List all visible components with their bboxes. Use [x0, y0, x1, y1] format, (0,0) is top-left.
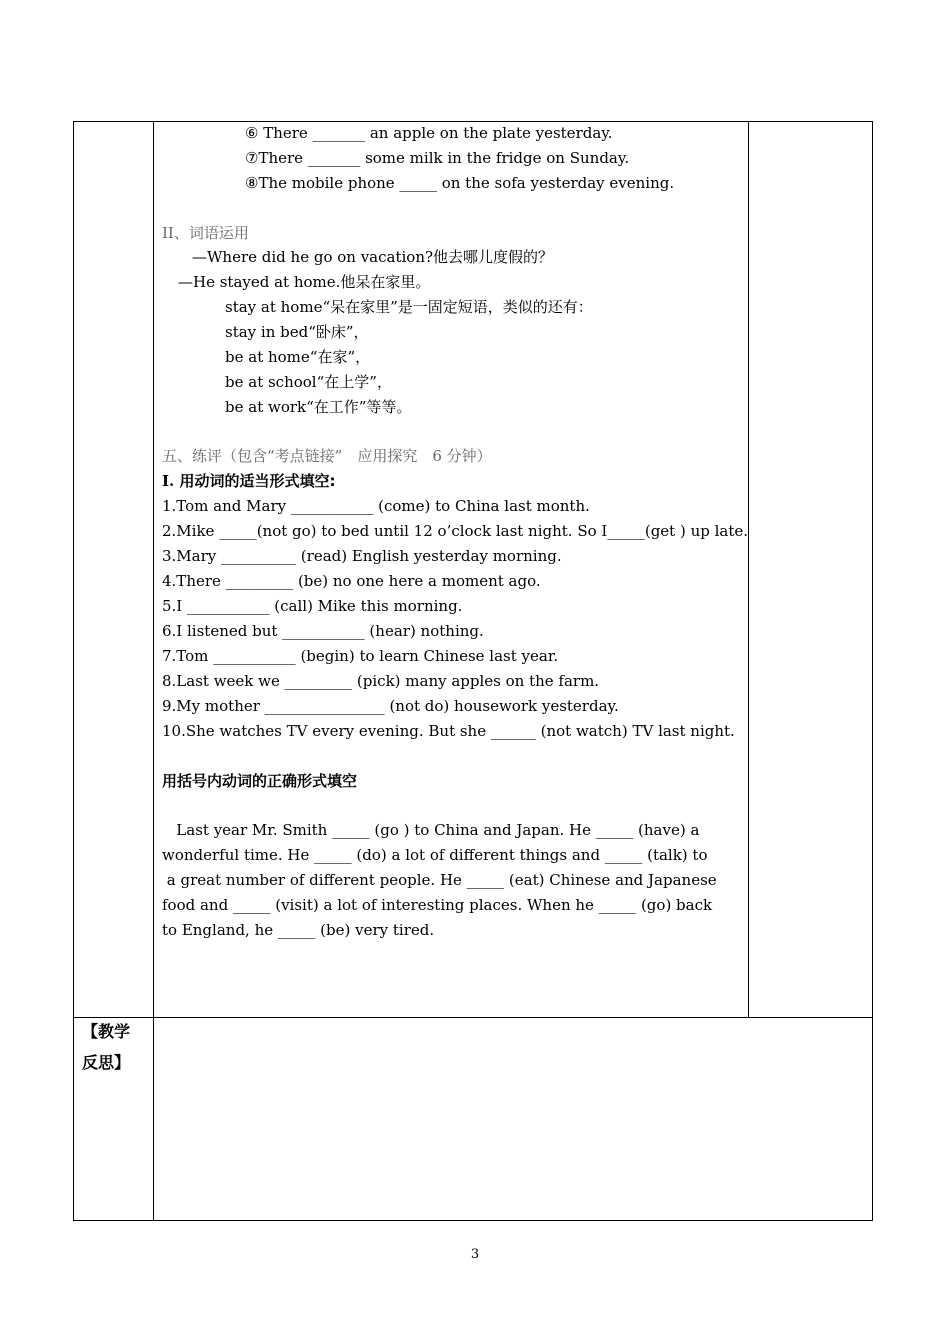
exercise-item: 1.Tom and Mary ___________ (come) to China last month. — [162, 497, 590, 515]
phrase-line: stay in bed“卧床”， — [225, 323, 369, 341]
phrase-line: be at school“在上学”， — [225, 373, 392, 391]
content-cell — [162, 121, 749, 1011]
exercise-item: 4.There _________ (be) no one here a moment ago. — [162, 572, 541, 590]
section-heading-practice: 五、练评（包含“考点链接” 应用探究 6 分钟） — [162, 447, 492, 465]
lesson-table — [73, 121, 873, 1221]
page-number: 3 — [470, 1247, 480, 1262]
section-heading-vocabulary: II、词语运用 — [162, 224, 249, 242]
exercise-item: 5.I ___________ (call) Mike this morning. — [162, 597, 463, 615]
exercise-item: 2.Mike _____(not go) to bed until 12 o’clock last night. So I_____(get ) up late. — [162, 522, 749, 540]
exercise-line-7: ⑦There _______ some milk in the fridge on Sunday. — [245, 149, 630, 167]
reflection-label: 【教学 反思】 — [82, 1022, 131, 1072]
exercise-line-8: ⑧The mobile phone _____ on the sofa yesterday evening. — [245, 174, 675, 192]
exercise-line-6: ⑥ There _______ an apple on the plate yesterday. — [245, 124, 613, 142]
passage-line: Last year Mr. Smith _____ (go ) to China and Japan. He _____ (have) a — [162, 821, 700, 839]
exercise-item: 8.Last week we _________ (pick) many apples on the farm. — [162, 672, 600, 690]
passage-line: a great number of different people. He _____ (eat) Chinese and Japanese — [162, 871, 717, 889]
passage-line: food and _____ (visit) a lot of interesting places. When he _____ (go) back — [162, 896, 713, 914]
dialogue-question: —Where did he go on vacation?他去哪儿度假的？ — [192, 248, 554, 266]
exercise-item: 7.Tom ___________ (begin) to learn Chinese last year. — [162, 647, 559, 665]
exercise-item: 3.Mary __________ (read) English yesterday morning. — [162, 547, 562, 565]
passage-line: wonderful time. He _____ (do) a lot of different things and _____ (talk) to — [162, 846, 708, 864]
exercise-title: I. 用动词的适当形式填空: — [162, 472, 336, 490]
passage-title: 用括号内动词的正确形式填空 — [162, 772, 358, 790]
phrase-line: stay at home“呆在家里”是一固定短语，类似的还有： — [225, 298, 593, 316]
passage-line: to England, he _____ (be) very tired. — [162, 921, 435, 939]
dialogue-answer: —He stayed at home.他呆在家里。 — [178, 273, 431, 291]
phrase-line: be at work“在工作”等等。 — [225, 398, 412, 416]
phrase-line: be at home“在家”， — [225, 348, 371, 366]
exercise-item: 9.My mother ________________ (not do) housework yesterday. — [162, 697, 619, 715]
exercise-item: 6.I listened but ___________ (hear) nothing. — [162, 622, 484, 640]
exercise-item: 10.She watches TV every evening. But she ______ (not watch) TV last night. — [162, 722, 735, 740]
